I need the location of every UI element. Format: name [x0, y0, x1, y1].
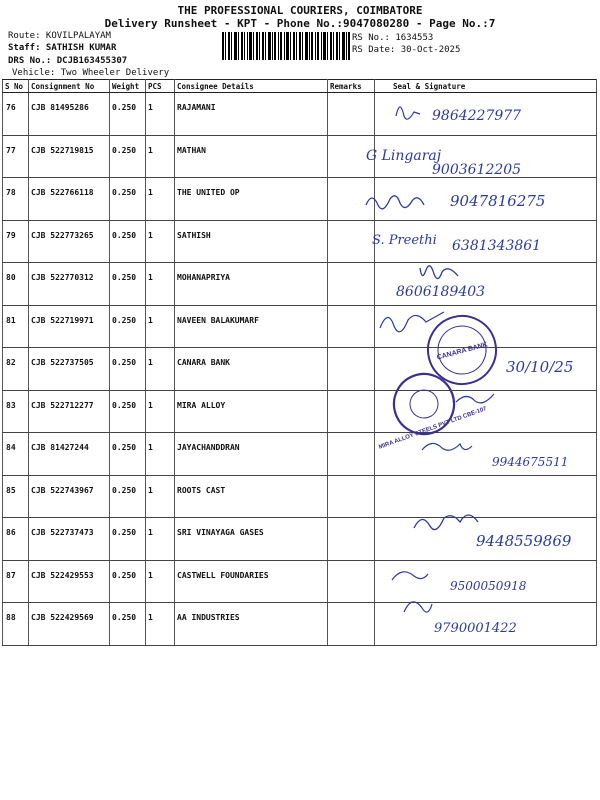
pcs-cell: 1	[146, 518, 175, 561]
consignment-cell: CJB 522429553	[29, 560, 110, 603]
pcs-cell: 1	[146, 93, 175, 136]
remarks-cell	[328, 263, 375, 306]
col-header-sno: S No	[3, 80, 29, 93]
weight-cell: 0.250	[110, 560, 146, 603]
remarks-cell	[328, 518, 375, 561]
sno-cell: 79	[3, 220, 29, 263]
weight-cell: 0.250	[110, 390, 146, 433]
pcs-cell: 1	[146, 433, 175, 476]
weight-cell: 0.250	[110, 475, 146, 518]
sno-cell: 85	[3, 475, 29, 518]
consignment-cell: CJB 81427244	[29, 433, 110, 476]
stamp-bank-text: CANARA BANK	[436, 341, 489, 362]
table-row	[3, 93, 597, 136]
signature-phone-84: 9944675511	[492, 455, 569, 469]
staff-label: Staff: SATHISH KUMAR	[8, 43, 117, 53]
table-row	[3, 560, 597, 603]
pcs-cell: 1	[146, 305, 175, 348]
signature-name-79: S. Preethi	[372, 233, 437, 248]
pcs-cell: 1	[146, 603, 175, 646]
pcs-cell: 1	[146, 560, 175, 603]
pcs-cell: 1	[146, 348, 175, 391]
sno-cell: 76	[3, 93, 29, 136]
weight-cell: 0.250	[110, 220, 146, 263]
pcs-cell: 1	[146, 135, 175, 178]
table-row	[3, 263, 597, 306]
table-row	[3, 305, 597, 348]
consignment-cell: CJB 522770312	[29, 263, 110, 306]
consignee-cell: NAVEEN BALAKUMARF	[175, 305, 328, 348]
table-row	[3, 518, 597, 561]
remarks-cell	[328, 93, 375, 136]
consignee-cell: THE UNITED OP	[175, 178, 328, 221]
sno-cell: 84	[3, 433, 29, 476]
signature-cell	[375, 390, 597, 433]
remarks-cell	[328, 178, 375, 221]
weight-cell: 0.250	[110, 433, 146, 476]
weight-cell: 0.250	[110, 603, 146, 646]
pcs-cell: 1	[146, 220, 175, 263]
vehicle-label: Vehicle: Two Wheeler Delivery	[12, 68, 170, 78]
remarks-cell	[328, 348, 375, 391]
consignment-cell: CJB 522712277	[29, 390, 110, 433]
table-row	[3, 475, 597, 518]
signature-phone-80: 8606189403	[396, 284, 486, 300]
signature-cell	[375, 220, 597, 263]
remarks-cell	[328, 220, 375, 263]
signature-phone-88: 9790001422	[434, 621, 517, 636]
sno-cell: 77	[3, 135, 29, 178]
signature-cell	[375, 135, 597, 178]
remarks-cell	[328, 560, 375, 603]
col-header-consignment: Consignment No	[29, 80, 110, 93]
consignee-cell: SRI VINAYAGA GASES	[175, 518, 328, 561]
consignment-cell: CJB 522719971	[29, 305, 110, 348]
sno-cell: 87	[3, 560, 29, 603]
pcs-cell: 1	[146, 390, 175, 433]
signature-phone-76: 9864227977	[432, 108, 522, 124]
sno-cell: 88	[3, 603, 29, 646]
pcs-cell: 1	[146, 178, 175, 221]
drs-label: DRS No.: DCJB163455307	[8, 56, 128, 66]
consignment-cell: CJB 522737473	[29, 518, 110, 561]
col-header-consignee: Consignee Details	[175, 80, 328, 93]
signature-cell	[375, 348, 597, 391]
table-row	[3, 603, 597, 646]
signature-phone-86: 9448559869	[476, 532, 572, 550]
signature-cell	[375, 475, 597, 518]
table-row	[3, 135, 597, 178]
col-header-weight: Weight	[110, 80, 146, 93]
consignee-cell: ROOTS CAST	[175, 475, 328, 518]
consignment-cell: CJB 522429569	[29, 603, 110, 646]
weight-cell: 0.250	[110, 178, 146, 221]
weight-cell: 0.250	[110, 305, 146, 348]
table-row	[3, 390, 597, 433]
signature-cell	[375, 518, 597, 561]
runsheet-table	[2, 79, 597, 646]
consignee-cell: AA INDUSTRIES	[175, 603, 328, 646]
consignment-cell: CJB 522766118	[29, 178, 110, 221]
consignment-cell: CJB 522719815	[29, 135, 110, 178]
consignee-cell: RAJAMANI	[175, 93, 328, 136]
route-label: Route: KOVILPALAYAM	[8, 31, 111, 41]
signature-cell	[375, 433, 597, 476]
signature-cell	[375, 93, 597, 136]
sno-cell: 81	[3, 305, 29, 348]
pcs-cell: 1	[146, 475, 175, 518]
table-row	[3, 348, 597, 391]
consignee-cell: CANARA BANK	[175, 348, 328, 391]
sno-cell: 80	[3, 263, 29, 306]
remarks-cell	[328, 475, 375, 518]
consignee-cell: MIRA ALLOY	[175, 390, 328, 433]
consignee-cell: MOHANAPRIYA	[175, 263, 328, 306]
consignee-cell: MATHAN	[175, 135, 328, 178]
header-subtitle: Delivery Runsheet - KPT - Phone No.:9047080280 - Page No.:7	[104, 17, 496, 30]
col-header-pcs: PCS	[146, 80, 175, 93]
signature-phone-78: 9047816275	[450, 192, 546, 210]
signature-name-77: G Lingaraj	[366, 148, 442, 164]
signature-cell	[375, 560, 597, 603]
sno-cell: 82	[3, 348, 29, 391]
signature-phone-77: 9003612205	[432, 162, 522, 178]
barcode	[222, 32, 350, 60]
consignment-cell: CJB 522743967	[29, 475, 110, 518]
signature-cell	[375, 305, 597, 348]
stamp-company-text: MIRA ALLOY STEELS PVT LTD CBE-107	[378, 406, 488, 451]
signature-date-82: 30/10/25	[506, 358, 574, 376]
remarks-cell	[328, 135, 375, 178]
consignment-cell: CJB 522737505	[29, 348, 110, 391]
sno-cell: 86	[3, 518, 29, 561]
consignment-cell: CJB 81495286	[29, 93, 110, 136]
consignee-cell: SATHISH	[175, 220, 328, 263]
sno-cell: 78	[3, 178, 29, 221]
table-row	[3, 433, 597, 476]
rs-no-label: RS No.: 1634553	[352, 33, 434, 43]
remarks-cell	[328, 433, 375, 476]
weight-cell: 0.250	[110, 518, 146, 561]
consignment-cell: CJB 522773265	[29, 220, 110, 263]
remarks-cell	[328, 603, 375, 646]
remarks-cell	[328, 305, 375, 348]
weight-cell: 0.250	[110, 348, 146, 391]
signature-cell	[375, 178, 597, 221]
consignee-cell: JAYACHANDDRAN	[175, 433, 328, 476]
consignee-cell: CASTWELL FOUNDARIES	[175, 560, 328, 603]
sno-cell: 83	[3, 390, 29, 433]
signature-phone-79: 6381343861	[452, 238, 542, 254]
col-header-remarks: Remarks	[328, 80, 375, 93]
weight-cell: 0.250	[110, 93, 146, 136]
signature-cell	[375, 603, 597, 646]
table-row	[3, 220, 597, 263]
header-title: THE PROFESSIONAL COURIERS, COIMBATORE	[177, 4, 423, 17]
weight-cell: 0.250	[110, 263, 146, 306]
remarks-cell	[328, 390, 375, 433]
weight-cell: 0.250	[110, 135, 146, 178]
table-header-row	[3, 80, 597, 93]
rs-date-label: RS Date: 30-Oct-2025	[352, 45, 461, 55]
signature-cell	[375, 263, 597, 306]
signature-phone-87: 9500050918	[450, 579, 527, 593]
col-header-seal-signature: Seal & Signature	[375, 80, 597, 93]
table-row	[3, 178, 597, 221]
pcs-cell: 1	[146, 263, 175, 306]
